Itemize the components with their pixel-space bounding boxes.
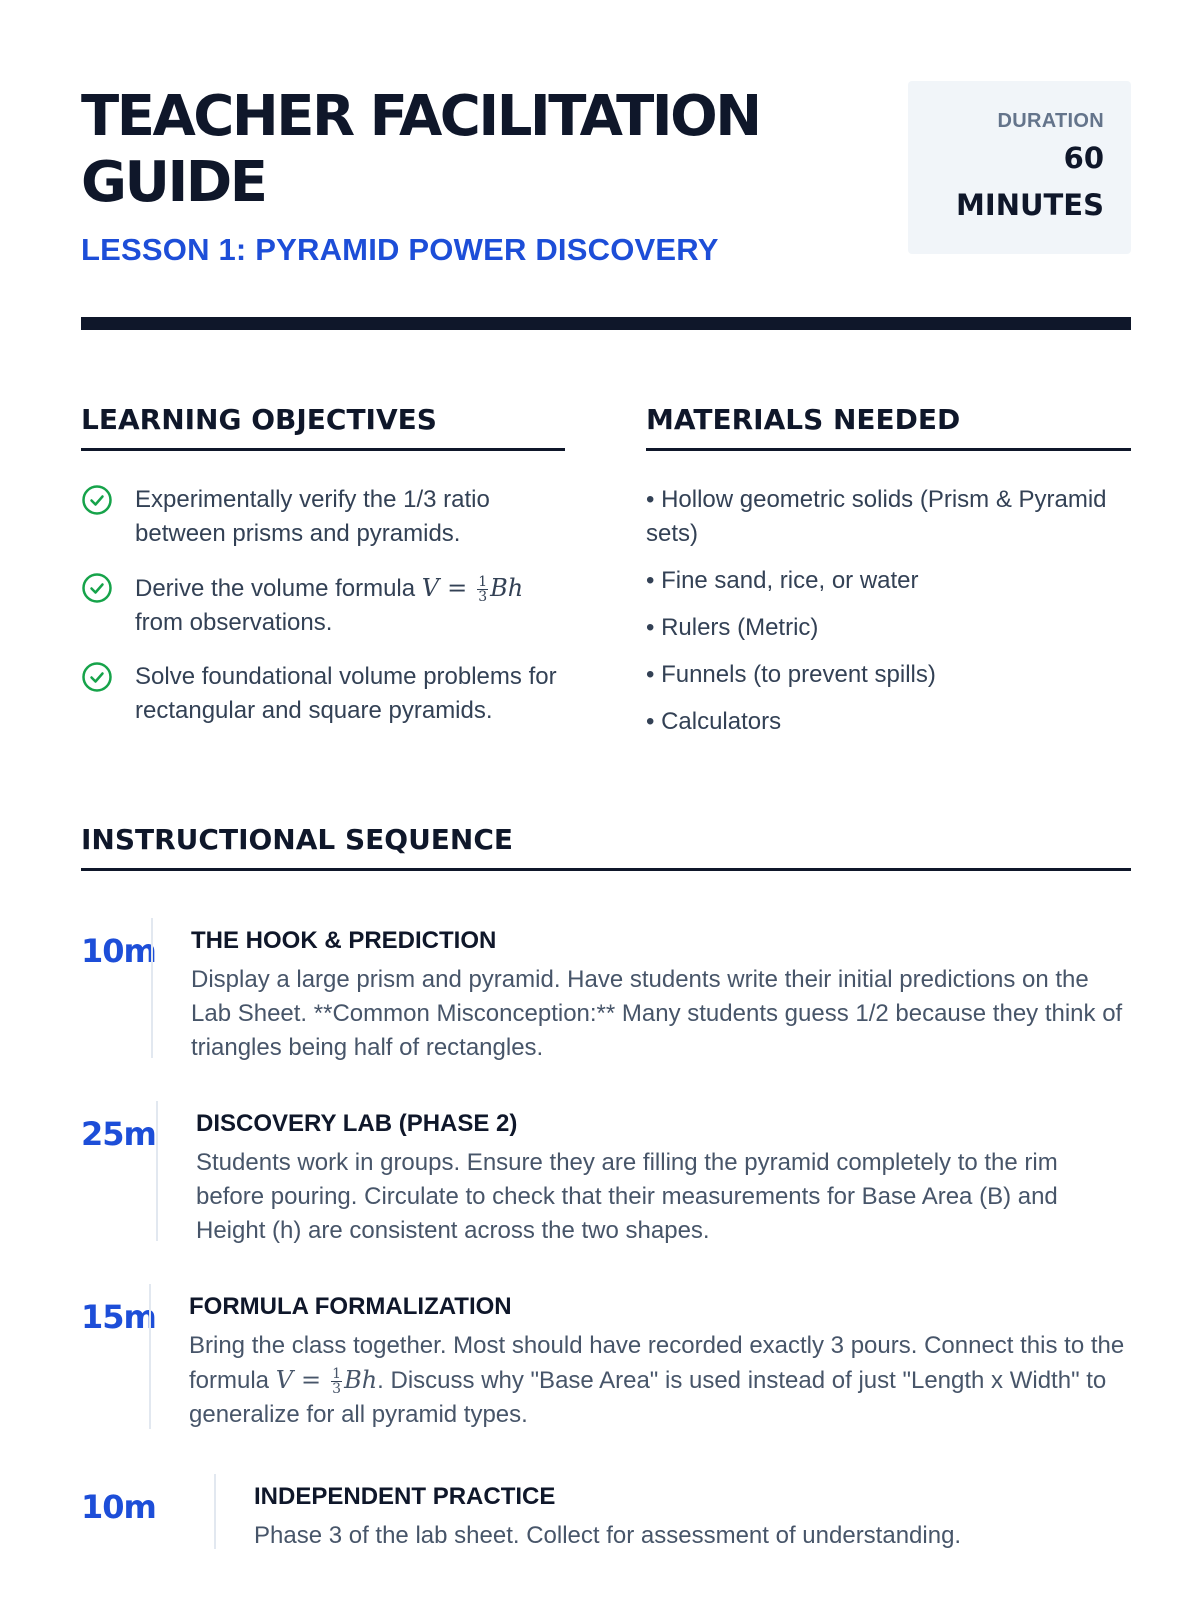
formula-rhs: Bh — [344, 1366, 378, 1394]
step-body — [214, 1474, 1131, 1549]
fraction-denominator: 3 — [478, 589, 488, 606]
objective-text: Solve foundational volume problems for rectangular and square pyramids. — [135, 663, 557, 724]
materials-heading: MATERIALS NEEDED — [646, 403, 1131, 451]
formula-fraction — [477, 575, 488, 604]
objectives-heading: LEARNING OBJECTIVES — [81, 403, 565, 451]
formula-rhs: Bh — [490, 574, 524, 602]
fraction-numerator: 1 — [478, 574, 488, 591]
step-description: Display a large prism and pyramid. Have students write their initial predictions on the Lab Sheet. **Common Misconception:** Many students guess 1/2 because they think of triangles being half of rectangles. — [191, 966, 1123, 1061]
duration-value: 60 MINUTES — [956, 141, 1104, 222]
step-body — [156, 1101, 1131, 1244]
objective-item — [81, 660, 565, 728]
step-title: THE HOOK & PREDICTION — [191, 927, 497, 954]
material-item: • Hollow geometric solids (Prism & Pyramid sets) — [646, 486, 1107, 547]
sequence-heading: INSTRUCTIONAL SEQUENCE — [81, 823, 1131, 871]
fraction-numerator: 1 — [332, 1366, 342, 1383]
materials-list — [646, 483, 1136, 752]
duration-card — [908, 81, 1131, 254]
step-title: FORMULA FORMALIZATION — [189, 1293, 512, 1320]
fraction-denominator: 3 — [332, 1381, 342, 1398]
step-description — [189, 1329, 1131, 1432]
step-duration: 25m — [81, 1115, 156, 1153]
facilitation-guide-page — [81, 0, 1131, 1600]
volume-formula — [421, 574, 524, 606]
check-circle-icon — [81, 572, 113, 604]
step-title: INDEPENDENT PRACTICE — [254, 1483, 556, 1510]
header-divider — [81, 317, 1131, 330]
step-description: Phase 3 of the lab sheet. Collect for assessment of understanding. — [254, 1522, 962, 1549]
page-title: TEACHER FACILITATION GUIDE — [81, 84, 760, 215]
duration-label: DURATION — [997, 110, 1104, 132]
volume-formula-inline — [275, 1366, 378, 1398]
objective-item — [81, 483, 565, 551]
lesson-subtitle: LESSON 1: PYRAMID POWER DISCOVERY — [81, 232, 719, 267]
step-body — [149, 1284, 1131, 1429]
material-item: • Funnels (to prevent spills) — [646, 661, 936, 688]
formula-equals: = — [301, 1366, 322, 1394]
step-text-before: Bring the class together. Most should have recorded exactly 3 pours. Connect this to the formula — [189, 1332, 1125, 1394]
objective-item — [81, 571, 565, 640]
formula-fraction — [331, 1367, 342, 1396]
material-item: • Rulers (Metric) — [646, 614, 819, 641]
step-duration: 15m — [81, 1298, 156, 1336]
step-text-after: . Discuss why "Base Area" is used instead of just "Length x Width" to generalize for all pyramid types. — [189, 1367, 1107, 1428]
formula-lhs: V — [275, 1366, 294, 1394]
objectives-list — [81, 483, 565, 748]
check-circle-icon — [81, 661, 113, 693]
objective-text: Experimentally verify the 1/3 ratio between prisms and pyramids. — [135, 486, 490, 547]
material-item: • Fine sand, rice, or water — [646, 567, 919, 594]
step-duration: 10m — [81, 1488, 156, 1526]
material-item: • Calculators — [646, 708, 782, 735]
check-circle-icon — [81, 484, 113, 516]
step-body — [151, 918, 1131, 1061]
objective-text-cont: from observations. — [135, 609, 333, 636]
step-title: DISCOVERY LAB (PHASE 2) — [196, 1110, 518, 1137]
step-duration: 10m — [81, 932, 156, 970]
objective-text: Derive the volume formula — [135, 575, 422, 602]
formula-equals: = — [447, 574, 468, 602]
step-description: Students work in groups. Ensure they are filling the pyramid completely to the rim before pouring. Circulate to check that their measurements for Base Area (B) and Height (h) are consistent across the two shapes. — [196, 1149, 1058, 1244]
formula-lhs: V — [421, 574, 440, 602]
